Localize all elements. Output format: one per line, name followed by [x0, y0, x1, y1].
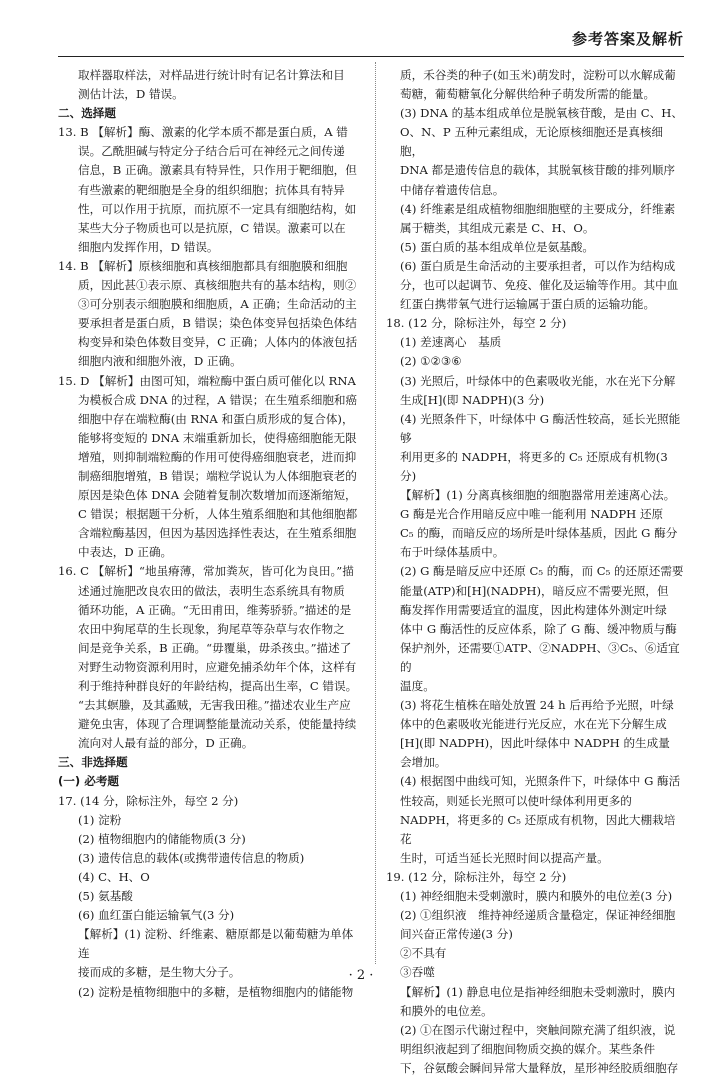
- text-line: DNA 都是遗传信息的载体，其脱氧核苷酸的排列顺序: [400, 163, 675, 178]
- text-line: 分，也可以起调节、免疫、催化及运输等作用。其中血: [400, 278, 679, 293]
- text-line: 对野生动物资源利用时，应避免捕杀幼年个体，这样有: [78, 659, 357, 674]
- text-line: 13. B 【解析】酶、激素的化学本质不都是蛋白质，A 错: [58, 125, 348, 140]
- text-line: (1) 淀粉: [78, 812, 122, 827]
- text-line: 属于糖类，其组成元素是 C、H、O。: [400, 220, 595, 235]
- text-line: (6) 血红蛋白能运输氧气(3 分): [78, 908, 235, 923]
- text-line: 体中 G 酶活性的反应体系，除了 G 酶、缓冲物质与酶: [400, 621, 677, 636]
- text-line: 质，禾谷类的种子(如玉米)萌发时，淀粉可以水解成葡: [400, 68, 676, 82]
- text-line: (4) 纤维素是组成植物细胞细胞壁的主要成分，纤维素: [400, 201, 676, 216]
- text-line: 【解析】(1) 淀粉、纤维素、糖原都是以葡萄糖为单体连: [78, 927, 354, 961]
- header-title: 参考答案及解析: [571, 30, 684, 48]
- text-line: (4) 根据图中曲线可知，光照条件下，叶绿体中 G 酶活: [400, 774, 681, 789]
- text-line: 接而成的多糖，是生物大分子。: [78, 965, 241, 980]
- text-line: 制癌细胞增殖，B 错误；端粒学说认为人体细胞衰老的: [78, 468, 357, 483]
- text-line: (1) 差速离心 基质: [400, 335, 502, 350]
- text-line: 要承担者是蛋白质，B 错误；染色体变异包括染色体结: [78, 316, 357, 331]
- text-line: 会增加。: [400, 755, 447, 770]
- text-line: (4) C、H、O: [78, 869, 150, 884]
- text-line: 细胞内液和细胞外液，D 正确。: [78, 354, 242, 369]
- right-column: [386, 66, 686, 1078]
- text-line: 下，谷氨酸会瞬间异常大量释放，星形神经胶质细胞存: [400, 1060, 679, 1075]
- text-line: 19. (12 分，除标注外，每空 2 分): [386, 869, 567, 884]
- text-line: (5) 氨基酸: [78, 889, 133, 904]
- text-line: (3) DNA 的基本组成单位是脱氧核苷酸，是由 C、H、: [400, 106, 683, 121]
- text-line: 循环功能，A 正确。“无田甫田，维莠骄骄。”描述的是: [78, 602, 352, 617]
- text-line: 含端粒酶基因，但因为基因选择性表达，在生殖系细胞: [78, 526, 357, 541]
- column-divider: [375, 62, 376, 964]
- text-line: 性较高，则延长光照可以使叶绿体利用更多的: [400, 793, 632, 808]
- text-line: (2) 植物细胞内的储能物质(3 分): [78, 831, 246, 846]
- text-line: 【解析】(1) 分离真核细胞的细胞器常用差速离心法。: [400, 488, 676, 503]
- text-line: 萄糖，葡萄糖氧化分解供给种子萌发所需的能量。: [400, 87, 656, 102]
- text-line: (4) 光照条件下，叶绿体中 G 酶活性较高，延长光照能够: [400, 411, 681, 445]
- text-line: ③吞噬: [400, 965, 435, 980]
- text-line: 和膜外的电位差。: [400, 1003, 493, 1018]
- text-line: O、N、P 五种元素组成，无论原核细胞还是真核细胞，: [400, 125, 664, 159]
- text-line: 保护剂外，还需要①ATP、②NADPH、③C₅、⑥适宜的: [400, 640, 680, 674]
- text-line: 中储存着遗传信息。: [400, 182, 505, 197]
- text-line: 流向对人最有益的部分，D 正确。: [78, 736, 254, 751]
- text-line: (3) 将花生植株在暗处放置 24 h 后再给予光照，叶绿: [400, 698, 674, 713]
- text-line: 16. C 【解析】“地虽瘠薄，常加粪灰，皆可化为良田。”描: [58, 564, 354, 579]
- text-line: (1) 神经细胞未受刺激时，膜内和膜外的电位差(3 分): [400, 889, 673, 904]
- text-line: 间是竞争关系，B 正确。“毋覆巢，毋杀孩虫。”描述了: [78, 640, 352, 655]
- text-line: (2) ①组织液 维持神经递质含量稳定，保证神经细胞: [400, 908, 676, 923]
- text-line: 有些激素的靶细胞是全身的组织细胞；抗体具有特异: [78, 182, 345, 197]
- text-line: 取样器取样法，对样品进行统计时有记名计算法和目: [78, 68, 345, 82]
- text-line: C₅ 的酶，而暗反应的场所是叶绿体基质，因此 G 酶分: [400, 526, 678, 541]
- text-line: 能量(ATP)和[H](NADPH)，暗反应不需要光照，但: [400, 583, 669, 598]
- text-line: 能够将变短的 DNA 末端重新加长，使得癌细胞能无限: [78, 430, 357, 445]
- header-rule: [58, 56, 684, 57]
- text-line: 述通过施肥改良农田的做法，表明生态系统具有物质: [78, 583, 345, 598]
- section-heading: 三、非选择题: [58, 755, 128, 770]
- text-line: 18. (12 分，除标注外，每空 2 分): [386, 316, 567, 331]
- text-line: (2) ①②③⑥: [400, 354, 462, 369]
- text-line: 14. B 【解析】原核细胞和真核细胞都具有细胞膜和细胞: [58, 258, 348, 273]
- text-line: 误。乙酰胆碱与特定分子结合后可在神经元之间传递: [78, 144, 345, 159]
- text-line: 测估计法，D 错误。: [78, 87, 184, 102]
- text-line: (6) 蛋白质是生命活动的主要承担者，可以作为结构成: [400, 258, 676, 273]
- text-line: 明组织液起到了细胞间物质交换的媒介。某些条件: [400, 1041, 656, 1056]
- text-line: ③可分别表示细胞膜和细胞质，A 正确；生命活动的主: [78, 297, 357, 312]
- text-line: 利于维持种群良好的年龄结构，提高出生率，C 错误。: [78, 679, 358, 693]
- text-line: (2) G 酶是暗反应中还原 C₅ 的酶，而 C₅ 的还原还需要: [400, 564, 684, 579]
- text-line: 15. D 【解析】由图可知，端粒酶中蛋白质可催化以 RNA: [58, 373, 356, 388]
- text-line: [H](即 NADPH)，因此叶绿体中 NADPH 的生成量: [400, 736, 670, 751]
- text-line: 质，因此甚①表示原、真核细胞共有的基本结构，则②: [78, 278, 357, 293]
- text-line: 增殖，则抑制端粒酶的作用可使得癌细胞衰老，进而抑: [78, 449, 357, 464]
- text-line: 农田中狗尾草的生长现象，狗尾草等杂草与农作物之: [78, 621, 345, 636]
- text-line: 细胞中存在端粒酶(由 RNA 和蛋白质形成的复合体)，: [78, 411, 354, 426]
- text-line: 构变异和染色体数目变异，C 正确；人体内的体液包括: [78, 335, 358, 350]
- text-line: 布于叶绿体基质中。: [400, 545, 505, 560]
- text-line: “去其螟螣，及其蟊贼，无害我田稚。”描述农业生产应: [78, 698, 351, 713]
- text-line: C 错误；根据题干分析，人体生殖系细胞和其他细胞都: [78, 507, 358, 522]
- text-line: 原因是染色体 DNA 会随着复制次数增加而逐渐缩短，: [78, 488, 357, 503]
- text-line: (2) ①在图示代谢过程中，突触间隙充满了组织液，说: [400, 1022, 676, 1037]
- text-line: (5) 蛋白质的基本组成单位是氨基酸。: [400, 239, 595, 254]
- text-line: 细胞内发挥作用，D 错误。: [78, 239, 219, 254]
- text-line: 间兴奋正常传递(3 分): [400, 927, 513, 942]
- text-line: (3) 光照后，叶绿体中的色素吸收光能，水在光下分解: [400, 373, 676, 388]
- text-line: 中表达，D 正确。: [78, 545, 173, 560]
- text-line: (2) 淀粉是植物细胞中的多糖，是植物细胞内的储能物: [78, 984, 354, 999]
- text-line: G 酶是光合作用暗反应中唯一能利用 NADPH 还原: [400, 507, 664, 522]
- text-line: 体中的色素吸收光能进行光反应，水在光下分解生成: [400, 717, 667, 732]
- page-number: · 2 ·: [348, 968, 374, 983]
- text-line: NADPH，将更多的 C₅ 还原成有机物，因此大棚栽培花: [400, 812, 676, 846]
- text-line: 性，可以作用于抗原，而抗原不一定具有细胞结构，如: [78, 201, 357, 216]
- text-line: 为模板合成 DNA 的过程，A 错误；在生殖系细胞和癌: [78, 392, 358, 407]
- text-line: 信息，B 正确。激素具有特异性，只作用于靶细胞，但: [78, 163, 357, 178]
- text-line: 生时，可适当延长光照时间以提高产量。: [400, 850, 609, 865]
- text-line: 避免虫害，体现了合理调整能量流动关系，使能量持续: [78, 717, 357, 732]
- text-line: 【解析】(1) 静息电位是指神经细胞未受刺激时，膜内: [400, 984, 676, 999]
- section-heading: (一) 必考题: [58, 774, 120, 789]
- section-heading: 二、选择题: [58, 106, 116, 121]
- text-line: 17. (14 分，除标注外，每空 2 分): [58, 793, 239, 808]
- text-line: 温度。: [400, 679, 435, 693]
- text-line: 酶发挥作用需要适宜的温度，因此构建体外测定叶绿: [400, 602, 667, 617]
- text-line: 某些大分子物质也可以是抗原，C 错误。激素可以在: [78, 220, 346, 235]
- page-header: [58, 28, 684, 52]
- text-line: 利用更多的 NADPH，将更多的 C₅ 还原成有机物(3 分): [400, 449, 668, 483]
- left-column: [58, 66, 364, 1002]
- text-line: 生成[H](即 NADPH)(3 分): [400, 392, 545, 407]
- text-line: 红蛋白携带氧气进行运输属于蛋白质的运输功能。: [400, 297, 656, 312]
- text-line: (3) 遗传信息的载体(或携带遗传信息的物质): [78, 850, 305, 865]
- text-line: ②不具有: [400, 946, 447, 961]
